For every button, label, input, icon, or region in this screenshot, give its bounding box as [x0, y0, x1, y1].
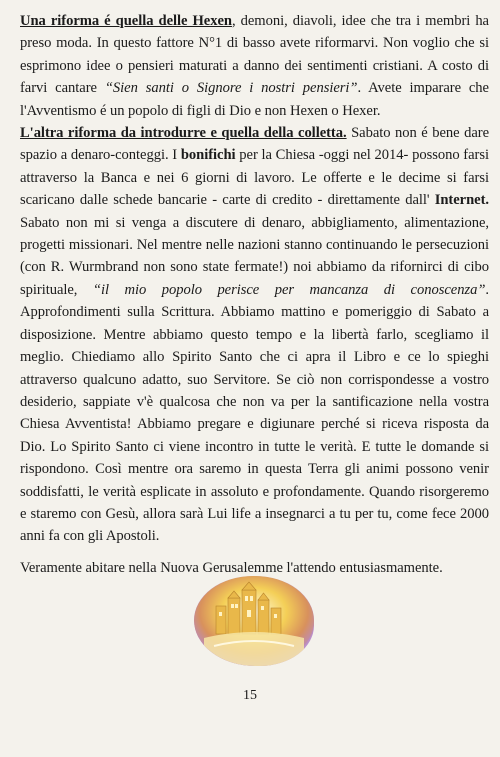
paragraph-hexen-text: , demoni, diavoli, idee che tra i membri ha preso moda. In questo fattore N°1 di basso avete riformarvi. Non voglio che si esprimono idee o pensieri maturati a danno dei sentimenti cristiani. A costo di farvi cantare: [20, 13, 489, 97]
new-jerusalem-illustration: [194, 576, 314, 666]
colletta-text-2: per la Chiesa -oggi nel 2014- possono farsi attraverso la Banca e nei 6 giorni di lavoro. Le offerte e le decime si farsi scaricano dalle schede bancarie - carte di credito - direttamente dall': [20, 147, 489, 209]
golden-city-icon: [194, 576, 314, 666]
paragraph-colletta: [20, 122, 489, 548]
paragraph-gerusalemme: Veramente abitare nella Nuova Gerusalemme l'attendo entusiasmamente.: [20, 559, 443, 576]
internet-word: Internet.: [434, 192, 489, 209]
colletta-text-1: Sabato non é bene dare spazio a denaro-conteggi. I: [20, 125, 489, 164]
paragraph-hexen-end: . Avete imparare che l'Avventismo é un popolo di figli di Dio e non Hexen o Hexer.: [20, 80, 489, 119]
colletta-text-4: . Approfondimenti sulla Scrittura. Abbiamo mattino e pomeriggio di Sabato a disposizione. Mentre abbiamo questo tempo e la libertà farlo, scegliamo il meglio. Chiediamo allo Spirito Santo che ci apra il Libro e ce lo spieghi attraverso qualcuno adatto, suo Servitore. Se ciò non corrispondesse a vostro desiderio, sappiate v'è qualcosa che non va per la santificazione nella vostra Chiesa Avventista! Abbiamo pregare e digiunare perché si riceva risposta da Dio. Lo Spirito Santo ci viene incontro in tutte le verità. E tutte le domande si rispondono. Così mentre ora saremo in questa Terra gli animi possono venir soddisfatti, le verità esplicate in assoluto e profondamente. Quando risorgeremo e staremo con Gesù, allora sarà Lui life a insegnarci a tu per tu, come fece 2000 anni fa con gli Apostoli.: [20, 281, 489, 545]
page-number: 15: [243, 688, 257, 703]
heading-hexen: Una riforma é quella delle Hexen: [20, 13, 232, 29]
bonifichi-word: bonifichi: [180, 147, 236, 164]
hymn-quote: “Sien santi o Signore i nostri pensieri”: [104, 80, 358, 97]
heading-colletta: L'altra riforma da introdurre e quella della colletta.: [20, 125, 347, 142]
scripture-quote: “il mio popolo perisce per mancanza di conoscenza”: [92, 281, 486, 298]
colletta-text-3: Sabato non mi si venga a discutere di denaro, abbigliamento, alimentazione, progetti missionari. Nel mentre nelle nazioni stanno continuando le persecuzioni (con R. Wurmbrand non sono state fermate!) noi abbiamo da rifornirci di cibo spirituale,: [20, 214, 489, 298]
body-text: [20, 10, 489, 579]
paragraph-gap: [20, 548, 489, 557]
paragraph-hexen: [20, 10, 489, 122]
